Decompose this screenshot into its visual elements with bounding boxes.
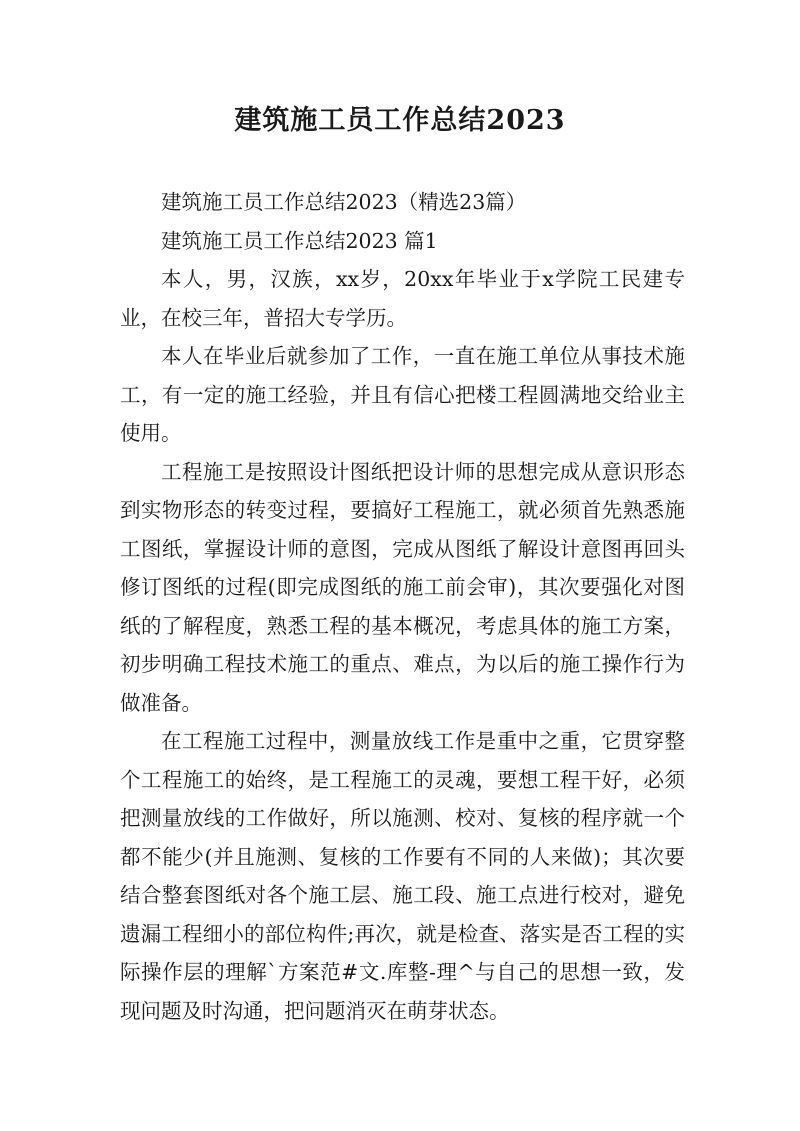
paragraph-subtitle: 建筑施工员工作总结2023（精选23篇）	[161, 190, 527, 214]
paragraph-intro: 本人，男，汉族，xx岁，20xx年毕业于x学院工民建专业，在校三年，普招大专学历。	[120, 267, 685, 330]
document-title: 建筑施工员工作总结2023	[234, 105, 566, 136]
paragraph-surveying: 在工程施工过程中，测量放线工作是重中之重，它贯穿整个工程施工的始终，是工程施工的灵魂，要想工程干好，必须把测量放线的工作做好，所以施测、校对、复核的程序就一个都不能少(并且施测、复核的工作要有不同的人来做)；其次要结合整套图纸对各个施工层、施工段、施工点进行校对，避免遗漏工程细小的部位构件;再次，就是检查、落实是否工程的实际操作层的理解`方案范#文.库整-理^与自己的思想一致，发现问题及时沟通，把问题消灭在萌芽状态。	[120, 729, 685, 1023]
paragraph-section-heading: 建筑施工员工作总结2023 篇1	[161, 228, 438, 253]
document-body	[120, 183, 685, 1030]
paragraph-drawings: 工程施工是按照设计图纸把设计师的思想完成从意识形态到实物形态的转变过程，要搞好工程施工，就必须首先熟悉施工图纸，掌握设计师的意图，完成从图纸了解设计意图再回头修订图纸的过程(即完成图纸的施工前会审)，其次要强化对图纸的了解程度，熟悉工程的基本概况，考虑具体的施工方案，初步明确工程技术施工的重点、难点，为以后的施工操作行为做准备。	[120, 459, 685, 715]
paragraph-experience: 本人在毕业后就参加了工作，一直在施工单位从事技术施工，有一定的施工经验，并且有信心把楼工程圆满地交给业主使用。	[120, 344, 685, 445]
